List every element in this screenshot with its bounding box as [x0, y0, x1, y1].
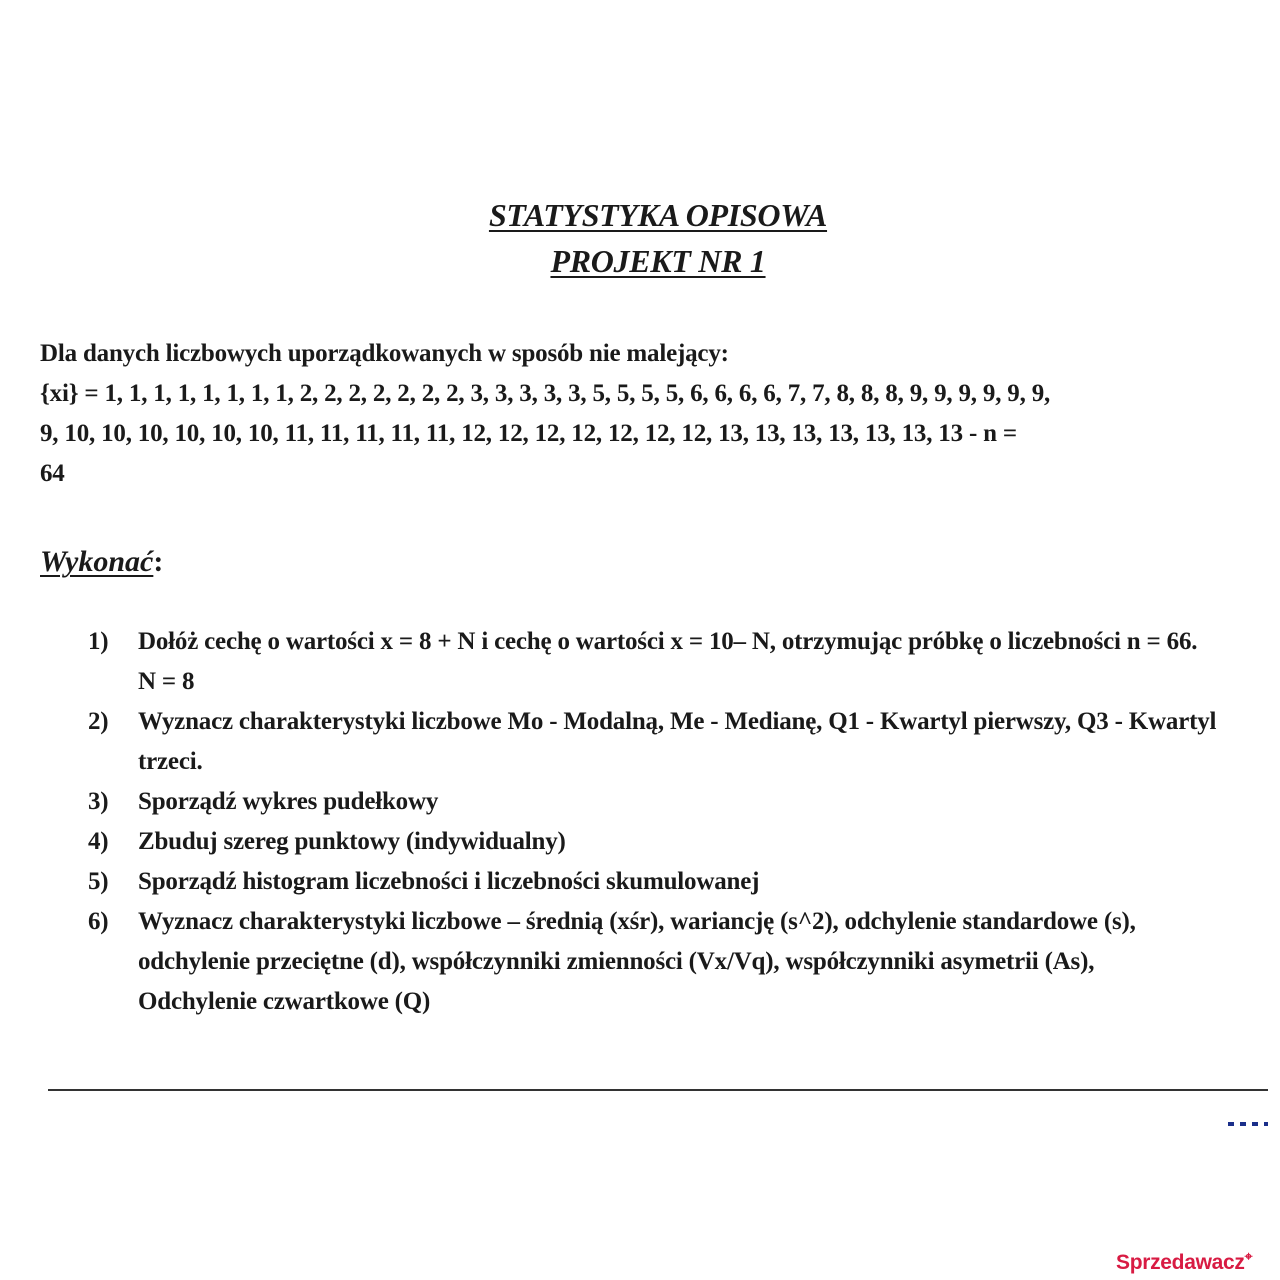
task-number: 3) [88, 788, 109, 815]
task-text: Sporządź wykres pudełkowy [138, 788, 439, 815]
cropped-page-number [1228, 1112, 1272, 1126]
document-title: STATYSTYKA OPISOWA [488, 197, 828, 233]
page-divider [48, 1089, 1268, 1091]
task-number: 1) [88, 628, 109, 655]
task-text: Sporządź histogram liczebności i liczebności skumulowanej [138, 868, 760, 895]
task-item-5 [88, 862, 1218, 902]
task-item-4 [88, 822, 1218, 862]
task-item-1 [88, 622, 1218, 702]
intro-line-3: 9, 10, 10, 10, 10, 10, 10, 11, 11, 11, 11, 11, 12, 12, 12, 12, 12, 12, 12, 13, 13, 13, 13, 13, 13, 13 - n = [40, 420, 1017, 447]
tag-icon: ⌖ [1244, 1248, 1253, 1264]
task-text: Wyznacz charakterystyki liczbowe – średnią (xśr), wariancję (s^2), odchylenie standardowe (s), odchylenie przeciętne (d), współczynniki zmienności (Vx/Vq), współczynniki asymetrii (As), Odchylenie czwartkowe (Q) [138, 908, 1136, 1015]
intro-line-2: {xi} = 1, 1, 1, 1, 1, 1, 1, 1, 2, 2, 2, 2, 2, 2, 2, 3, 3, 3, 3, 3, 5, 5, 5, 5, 6, 6, 6, 6, 7, 7, 8, 8, 8, 9, 9, 9, 9, 9, 9, [40, 380, 1051, 407]
section-heading-word: Wykonać [40, 545, 154, 578]
section-heading-colon: : [153, 545, 164, 578]
task-item-2 [88, 702, 1218, 782]
data-description [40, 334, 1262, 494]
task-text: Wyznacz charakterystyki liczbowe Mo - Modalną, Me - Medianę, Q1 - Kwartyl pierwszy, Q3 - Kwartyl trzeci. [138, 708, 1217, 775]
document-subtitle: PROJEKT NR 1 [550, 243, 766, 279]
task-text: Zbuduj szereg punktowy (indywidualny) [138, 828, 566, 855]
task-item-6 [88, 902, 1218, 1022]
task-list [88, 622, 1218, 1022]
task-number: 6) [88, 908, 109, 935]
document-header [0, 192, 1280, 284]
intro-line-4: 64 [40, 460, 65, 487]
intro-line-1: Dla danych liczbowych uporządkowanych w sposób nie malejący: [40, 340, 729, 367]
watermark-logo [1116, 1241, 1252, 1278]
task-number: 2) [88, 708, 109, 735]
task-number: 5) [88, 868, 109, 895]
task-text: Dołóż cechę o wartości x = 8 + N i cechę o wartości x = 10– N, otrzymując próbkę o liczebności n = 66. N = 8 [138, 628, 1198, 695]
task-number: 4) [88, 828, 109, 855]
section-heading [40, 540, 163, 584]
watermark-text: Sprzedawacz [1116, 1251, 1245, 1274]
task-item-3 [88, 782, 1218, 822]
